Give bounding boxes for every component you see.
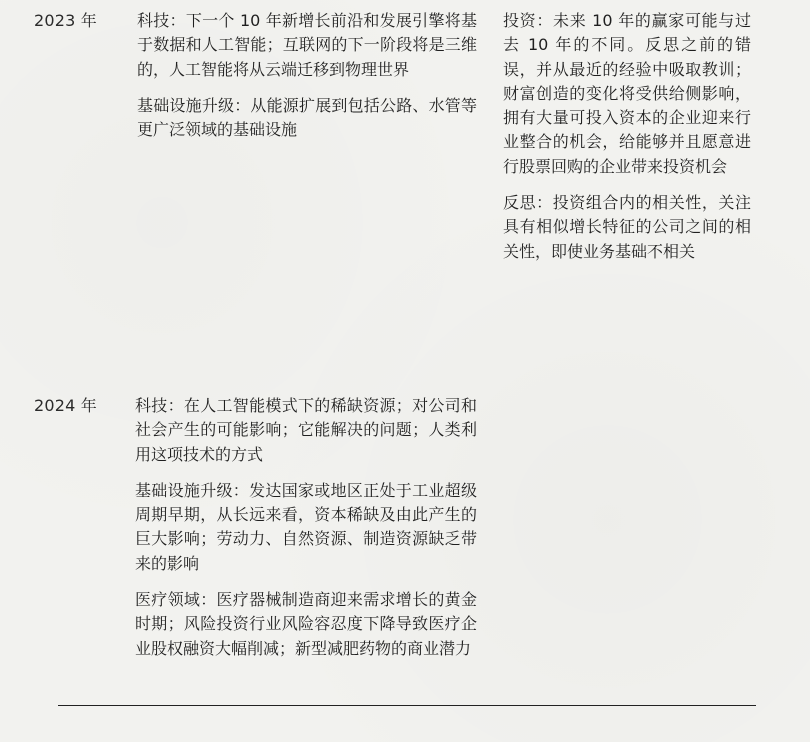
year-label: 2023 年 — [34, 11, 98, 30]
infrastructure-paragraph: 基础设施升级：发达国家或地区正处于工业超级周期早期，从长远来看，资本稀缺及由此产生的巨大影响；劳动力、自然资源、制造资源缺乏带来的影响 — [135, 480, 477, 573]
investment-column — [503, 9, 751, 276]
investment-paragraph: 投资：未来 10 年的赢家可能与过去 10 年的不同。反思之前的错误，并从最近的经验中吸取教训；财富创造的变化将受供给侧影响，拥有大量可投入资本的企业迎来行业整合的机会，给能够并且愿意进行股票回购的企业带来投资机会 — [503, 11, 751, 176]
tech-paragraph: 科技：下一个 10 年新增长前沿和发展引擎将基于数据和人工智能；互联网的下一阶段将是三维的，人工智能将从云端迁移到物理世界 — [137, 11, 477, 79]
tech-column — [135, 394, 477, 673]
bottom-divider — [58, 705, 756, 706]
tech-column — [137, 9, 477, 154]
reflection-paragraph: 反思：投资组合内的相关性，关注具有相似增长特征的公司之间的相关性，即使业务基础不相关 — [503, 193, 751, 261]
year-label: 2024 年 — [34, 396, 98, 415]
healthcare-paragraph: 医疗领域：医疗器械制造商迎来需求增长的黄金时期；风险投资行业风险容忍度下降导致医疗企业股权融资大幅削减；新型减肥药物的商业潜力 — [135, 590, 477, 658]
tech-paragraph: 科技：在人工智能模式下的稀缺资源；对公司和社会产生的可能影响；它能解决的问题；人类利用这项技术的方式 — [135, 396, 477, 464]
infrastructure-paragraph: 基础设施升级：从能源扩展到包括公路、水管等更广泛领域的基础设施 — [137, 95, 477, 140]
